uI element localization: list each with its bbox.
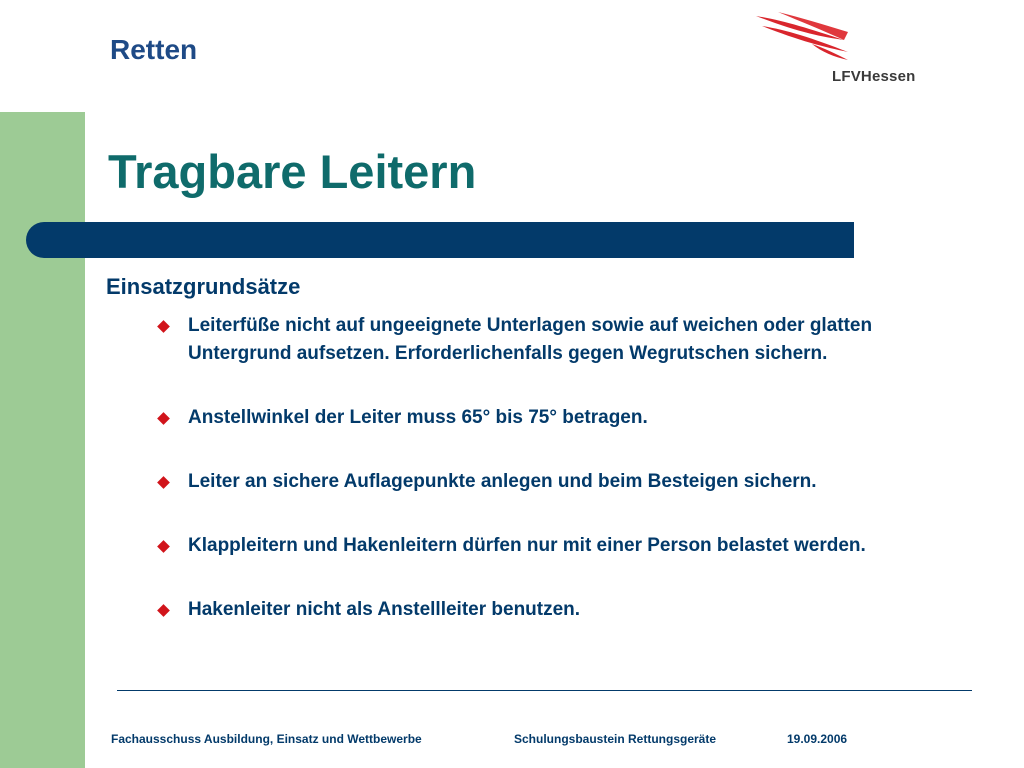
bullet-item [156, 532, 966, 560]
title-underline-bar [26, 222, 854, 258]
bullet-item [156, 312, 966, 368]
left-green-band [0, 112, 85, 768]
bullet-text: Leiterfüße nicht auf ungeeignete Unterlagen sowie auf weichen oder glatten Untergrund aufsetzen. Erforderlichenfalls gegen Wegrutschen sichern. [188, 315, 873, 364]
footer-module: Schulungsbaustein Rettungsgeräte [514, 732, 717, 746]
red-diamond-bullet-icon [157, 604, 170, 617]
bullet-text: Leiter an sichere Auflagepunkte anlegen und beim Besteigen sichern. [188, 471, 817, 492]
subheading: Einsatzgrundsätze [106, 274, 301, 299]
bullet-list [106, 312, 966, 624]
bullet-text: Anstellwinkel der Leiter muss 65° bis 75° betragen. [188, 407, 648, 428]
logo-text: LFVHessen [832, 68, 916, 85]
bullet-text: Klappleitern und Hakenleitern dürfen nur mit einer Person belastet werden. [188, 535, 866, 556]
footer-organization: Fachausschuss Ausbildung, Einsatz und Wettbewerbe [111, 732, 422, 746]
flame-logo-icon [752, 10, 862, 66]
lfv-hessen-logo [752, 10, 922, 90]
slide-title: Tragbare Leitern [108, 145, 477, 198]
section-title: Retten [110, 34, 198, 65]
red-diamond-bullet-icon [157, 412, 170, 425]
bullet-item [156, 596, 966, 624]
red-diamond-bullet-icon [157, 540, 170, 553]
bullet-item [156, 404, 966, 432]
slide-content [106, 272, 966, 660]
footer-divider [117, 690, 972, 691]
footer-date: 19.09.2006 [787, 732, 848, 746]
bullet-text: Hakenleiter nicht als Anstellleiter benutzen. [188, 599, 581, 620]
bullet-item [156, 468, 966, 496]
red-diamond-bullet-icon [157, 320, 170, 333]
red-diamond-bullet-icon [157, 476, 170, 489]
